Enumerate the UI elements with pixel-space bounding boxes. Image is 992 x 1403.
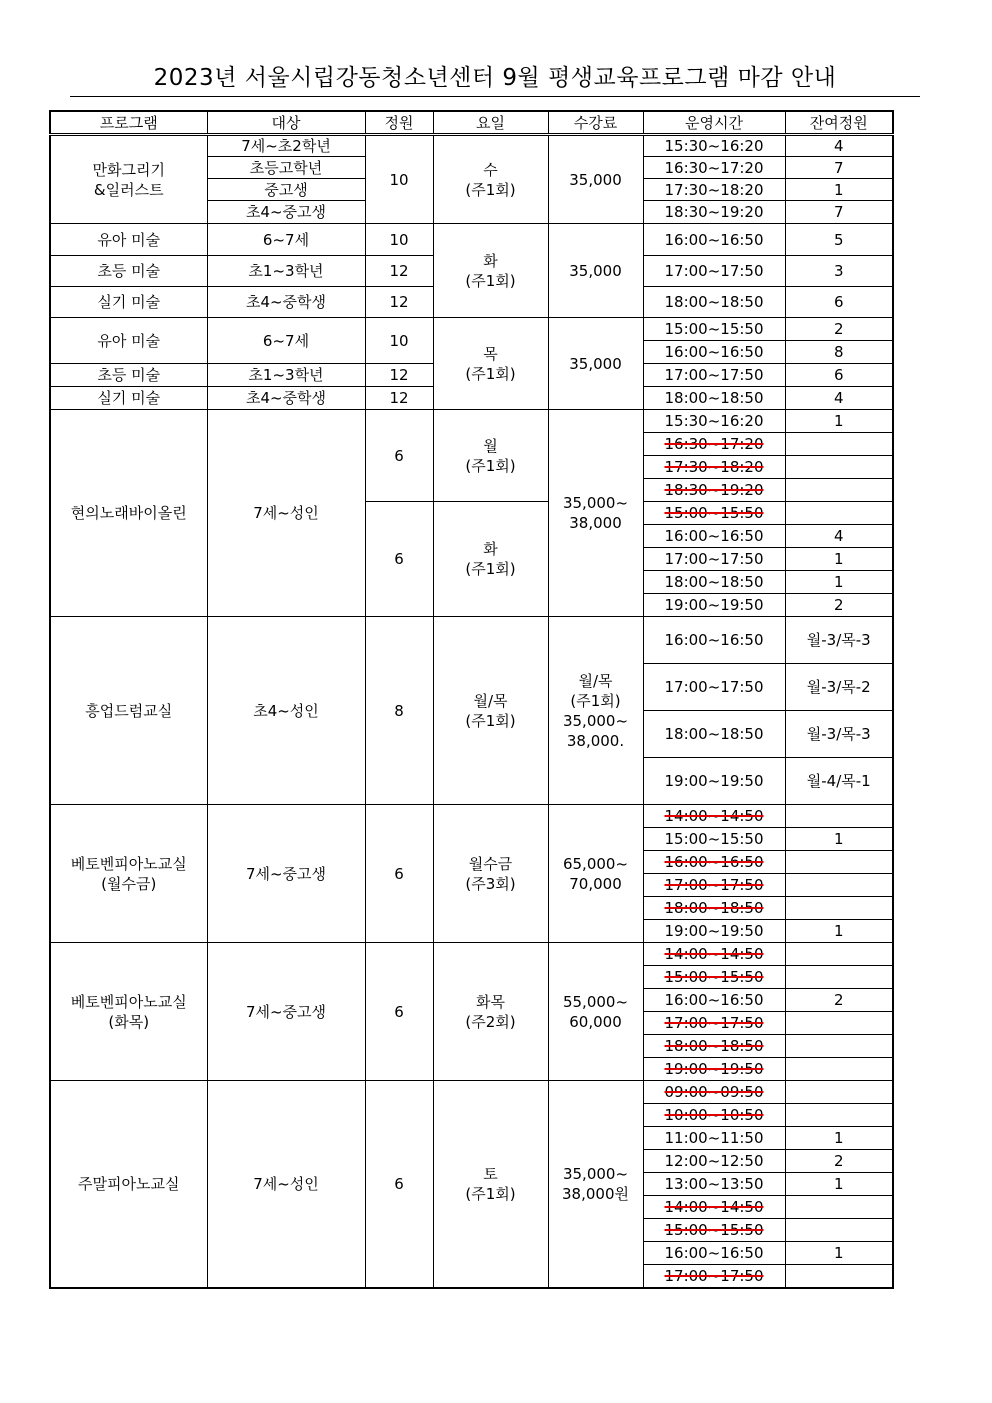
fee-cell: 월/목 (주1회) 35,000~ 38,000. — [548, 617, 643, 805]
target-cell: 7세~초2학년 — [207, 135, 365, 157]
table-row — [50, 318, 893, 341]
remaining-seats — [785, 966, 893, 989]
header-fee: 수강료 — [548, 111, 643, 135]
time-slot-closed: 18:00~18:50 — [643, 897, 785, 920]
time-slot-closed: 18:00~18:50 — [643, 1035, 785, 1058]
remaining-seats: 1 — [785, 410, 893, 433]
time-slot: 16:30~17:20 — [643, 157, 785, 179]
fee-cell: 35,000~ 38,000원 — [548, 1081, 643, 1288]
target-cell: 6~7세 — [207, 224, 365, 256]
header-program: 프로그램 — [50, 111, 207, 135]
capacity-cell: 12 — [365, 256, 433, 287]
time-slot: 19:00~19:50 — [643, 920, 785, 943]
target-cell: 7세~중고생 — [207, 943, 365, 1081]
remaining-seats: 1 — [785, 571, 893, 594]
time-slot-closed: 15:00~15:50 — [643, 966, 785, 989]
time-slot: 18:00~18:50 — [643, 711, 785, 758]
header-hours: 운영시간 — [643, 111, 785, 135]
time-slot-closed: 19:00~19:50 — [643, 1058, 785, 1081]
program-name: 유아 미술 — [50, 318, 207, 364]
capacity-cell: 6 — [365, 943, 433, 1081]
time-slot: 16:00~16:50 — [643, 1242, 785, 1265]
time-slot-closed: 15:00~15:50 — [643, 502, 785, 525]
program-name: 주말피아노교실 — [50, 1081, 207, 1288]
target-cell: 초4~중고생 — [207, 201, 365, 224]
remaining-seats — [785, 479, 893, 502]
remaining-seats — [785, 1219, 893, 1242]
time-slot-closed: 16:00~16:50 — [643, 851, 785, 874]
table-row — [50, 135, 893, 157]
remaining-seats: 1 — [785, 920, 893, 943]
time-slot: 19:00~19:50 — [643, 594, 785, 617]
time-slot: 16:00~16:50 — [643, 224, 785, 256]
time-slot: 16:00~16:50 — [643, 617, 785, 664]
time-slot: 17:30~18:20 — [643, 179, 785, 201]
remaining-seats: 1 — [785, 1127, 893, 1150]
remaining-seats — [785, 874, 893, 897]
remaining-seats: 8 — [785, 341, 893, 364]
remaining-seats: 5 — [785, 224, 893, 256]
time-slot: 15:30~16:20 — [643, 135, 785, 157]
capacity-cell: 6 — [365, 805, 433, 943]
remaining-seats: 2 — [785, 318, 893, 341]
remaining-seats: 6 — [785, 287, 893, 318]
day-cell: 목 (주1회) — [433, 318, 548, 410]
day-cell: 토 (주1회) — [433, 1081, 548, 1288]
day-cell: 월/목 (주1회) — [433, 617, 548, 805]
remaining-seats: 7 — [785, 201, 893, 224]
table-header-row — [50, 111, 893, 135]
time-slot: 15:00~15:50 — [643, 828, 785, 851]
capacity-cell: 10 — [365, 224, 433, 256]
capacity-cell: 10 — [365, 135, 433, 224]
time-slot-closed: 09:00~09:50 — [643, 1081, 785, 1104]
target-cell: 초1~3학년 — [207, 364, 365, 387]
remaining-seats: 4 — [785, 135, 893, 157]
header-day: 요일 — [433, 111, 548, 135]
remaining-seats — [785, 1012, 893, 1035]
time-slot-closed: 17:00~17:50 — [643, 874, 785, 897]
time-slot: 18:00~18:50 — [643, 571, 785, 594]
time-slot-closed: 14:00~14:50 — [643, 805, 785, 828]
fee-cell: 35,000 — [548, 224, 643, 318]
time-slot: 15:00~15:50 — [643, 318, 785, 341]
target-cell: 초4~성인 — [207, 617, 365, 805]
capacity-cell: 12 — [365, 387, 433, 410]
target-cell: 중고생 — [207, 179, 365, 201]
capacity-cell: 12 — [365, 287, 433, 318]
remaining-seats: 월-4/목-1 — [785, 758, 893, 805]
remaining-seats: 1 — [785, 548, 893, 571]
program-name: 초등 미술 — [50, 364, 207, 387]
capacity-cell: 6 — [365, 410, 433, 502]
remaining-seats — [785, 1196, 893, 1219]
remaining-seats: 2 — [785, 594, 893, 617]
remaining-seats: 월-3/목-3 — [785, 711, 893, 758]
program-name: 실기 미술 — [50, 287, 207, 318]
time-slot: 15:30~16:20 — [643, 410, 785, 433]
day-cell: 월 (주1회) — [433, 410, 548, 502]
time-slot-closed: 14:00~14:50 — [643, 943, 785, 966]
time-slot: 11:00~11:50 — [643, 1127, 785, 1150]
day-cell: 화 (주1회) — [433, 224, 548, 318]
table-row — [50, 943, 893, 966]
time-slot: 16:00~16:50 — [643, 989, 785, 1012]
header-capacity: 정원 — [365, 111, 433, 135]
day-cell: 화목 (주2회) — [433, 943, 548, 1081]
time-slot: 17:00~17:50 — [643, 256, 785, 287]
program-name: 현의노래바이올린 — [50, 410, 207, 617]
time-slot-closed: 14:00~14:50 — [643, 1196, 785, 1219]
program-name: 유아 미술 — [50, 224, 207, 256]
time-slot: 12:00~12:50 — [643, 1150, 785, 1173]
time-slot: 18:00~18:50 — [643, 287, 785, 318]
program-name: 흥업드럼교실 — [50, 617, 207, 805]
target-cell: 7세~성인 — [207, 410, 365, 617]
remaining-seats — [785, 1265, 893, 1288]
fee-cell: 35,000~ 38,000 — [548, 410, 643, 617]
remaining-seats — [785, 1081, 893, 1104]
program-name: 초등 미술 — [50, 256, 207, 287]
time-slot: 13:00~13:50 — [643, 1173, 785, 1196]
time-slot: 16:00~16:50 — [643, 341, 785, 364]
capacity-cell: 6 — [365, 502, 433, 617]
table-row — [50, 224, 893, 256]
remaining-seats — [785, 1104, 893, 1127]
target-cell: 초4~중학생 — [207, 287, 365, 318]
target-cell: 초4~중학생 — [207, 387, 365, 410]
remaining-seats: 월-3/목-2 — [785, 664, 893, 711]
capacity-cell: 10 — [365, 318, 433, 364]
fee-cell: 35,000 — [548, 135, 643, 224]
remaining-seats: 4 — [785, 387, 893, 410]
time-slot-closed: 16:30~17:20 — [643, 433, 785, 456]
time-slot: 16:00~16:50 — [643, 525, 785, 548]
remaining-seats — [785, 943, 893, 966]
time-slot: 18:00~18:50 — [643, 387, 785, 410]
fee-cell: 65,000~ 70,000 — [548, 805, 643, 943]
day-cell: 월수금 (주3회) — [433, 805, 548, 943]
time-slot-closed: 17:00~17:50 — [643, 1012, 785, 1035]
header-target: 대상 — [207, 111, 365, 135]
time-slot: 17:00~17:50 — [643, 364, 785, 387]
time-slot: 17:00~17:50 — [643, 548, 785, 571]
time-slot: 18:30~19:20 — [643, 201, 785, 224]
remaining-seats: 4 — [785, 525, 893, 548]
table-row — [50, 617, 893, 664]
table-row — [50, 1081, 893, 1104]
remaining-seats: 1 — [785, 179, 893, 201]
capacity-cell: 12 — [365, 364, 433, 387]
time-slot: 19:00~19:50 — [643, 758, 785, 805]
header-remaining: 잔여정원 — [785, 111, 893, 135]
program-name: 베토벤피아노교실 (월수금) — [50, 805, 207, 943]
remaining-seats — [785, 433, 893, 456]
time-slot-closed: 18:30~19:20 — [643, 479, 785, 502]
target-cell: 6~7세 — [207, 318, 365, 364]
program-name: 실기 미술 — [50, 387, 207, 410]
remaining-seats: 7 — [785, 157, 893, 179]
remaining-seats — [785, 897, 893, 920]
page-title: 2023년 서울시립강동청소년센터 9월 평생교육프로그램 마감 안내 — [70, 62, 920, 97]
target-cell: 7세~중고생 — [207, 805, 365, 943]
remaining-seats — [785, 851, 893, 874]
remaining-seats — [785, 1035, 893, 1058]
fee-cell: 55,000~ 60,000 — [548, 943, 643, 1081]
target-cell: 초1~3학년 — [207, 256, 365, 287]
remaining-seats: 1 — [785, 1242, 893, 1265]
remaining-seats — [785, 502, 893, 525]
remaining-seats: 2 — [785, 989, 893, 1012]
program-name: 만화그리기 &일러스트 — [50, 135, 207, 224]
remaining-seats — [785, 805, 893, 828]
capacity-cell: 8 — [365, 617, 433, 805]
target-cell: 7세~성인 — [207, 1081, 365, 1288]
capacity-cell: 6 — [365, 1081, 433, 1288]
remaining-seats: 1 — [785, 828, 893, 851]
remaining-seats: 1 — [785, 1173, 893, 1196]
time-slot: 17:00~17:50 — [643, 664, 785, 711]
day-cell: 수 (주1회) — [433, 135, 548, 224]
time-slot-closed: 15:00~15:50 — [643, 1219, 785, 1242]
table-row — [50, 410, 893, 433]
remaining-seats: 6 — [785, 364, 893, 387]
time-slot-closed: 10:00~10:50 — [643, 1104, 785, 1127]
remaining-seats: 월-3/목-3 — [785, 617, 893, 664]
program-name: 베토벤피아노교실 (화목) — [50, 943, 207, 1081]
remaining-seats — [785, 1058, 893, 1081]
day-cell: 화 (주1회) — [433, 502, 548, 617]
program-schedule-table — [49, 110, 894, 1289]
fee-cell: 35,000 — [548, 318, 643, 410]
remaining-seats: 2 — [785, 1150, 893, 1173]
remaining-seats: 3 — [785, 256, 893, 287]
time-slot-closed: 17:00~17:50 — [643, 1265, 785, 1288]
table-row — [50, 805, 893, 828]
remaining-seats — [785, 456, 893, 479]
time-slot-closed: 17:30~18:20 — [643, 456, 785, 479]
target-cell: 초등고학년 — [207, 157, 365, 179]
